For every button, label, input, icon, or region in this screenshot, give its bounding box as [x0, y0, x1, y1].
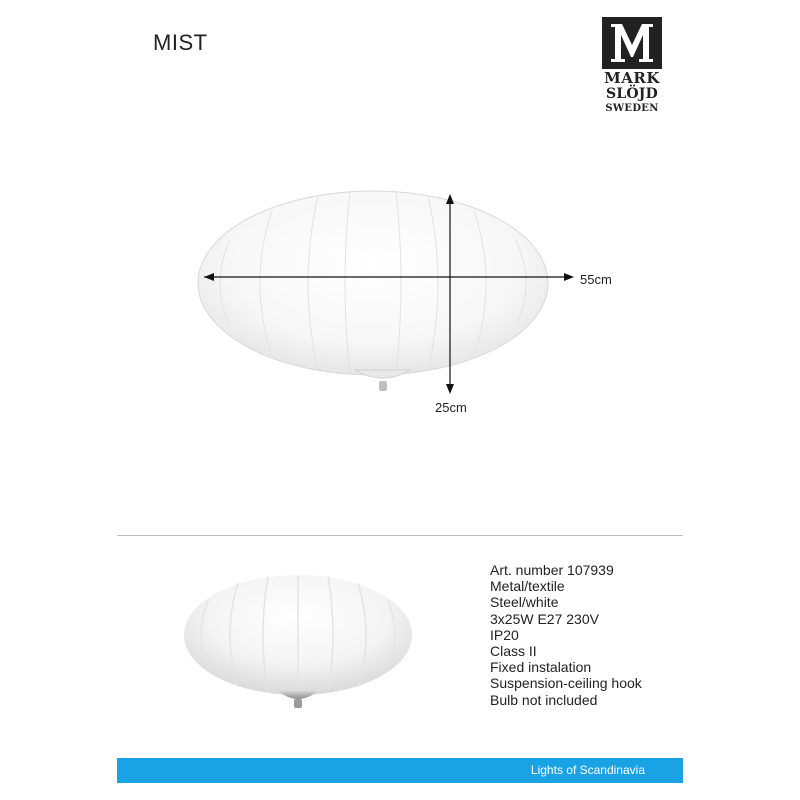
spec-line: Suspension-ceiling hook: [490, 675, 642, 692]
logo-word-mark: MARK: [604, 69, 660, 87]
logo-m-glyph-icon: [608, 21, 656, 65]
height-label: 25cm: [435, 400, 467, 415]
footer-band: [117, 758, 683, 783]
section-divider: [117, 535, 683, 536]
logo-monogram: [602, 17, 662, 69]
spec-line: Metal/textile: [490, 578, 565, 595]
footer-tagline: Lights of Scandinavia: [530, 763, 645, 777]
spec-line: Art. number 107939: [490, 562, 614, 578]
product-title: MIST: [153, 30, 208, 55]
lamp-shade-sketch: [198, 191, 548, 391]
spec-line: 3x25W E27 230V: [490, 610, 599, 627]
spec-line: Bulb not included: [490, 691, 598, 708]
lamp-product-photo: [182, 565, 414, 725]
logo-word-slojd: SLÖJD: [606, 86, 658, 102]
brand-logo: [602, 17, 662, 115]
spec-line: Fixed instalation: [490, 659, 592, 676]
logo-word-sweden: SWEDEN: [605, 103, 659, 114]
spec-list: [490, 562, 642, 708]
spec-line: Class II: [490, 643, 537, 660]
spec-line: IP20: [490, 626, 519, 643]
spec-line: Steel/white: [490, 594, 559, 611]
lamp-dimension-drawing: [190, 180, 610, 410]
width-label: 55cm: [580, 272, 612, 287]
